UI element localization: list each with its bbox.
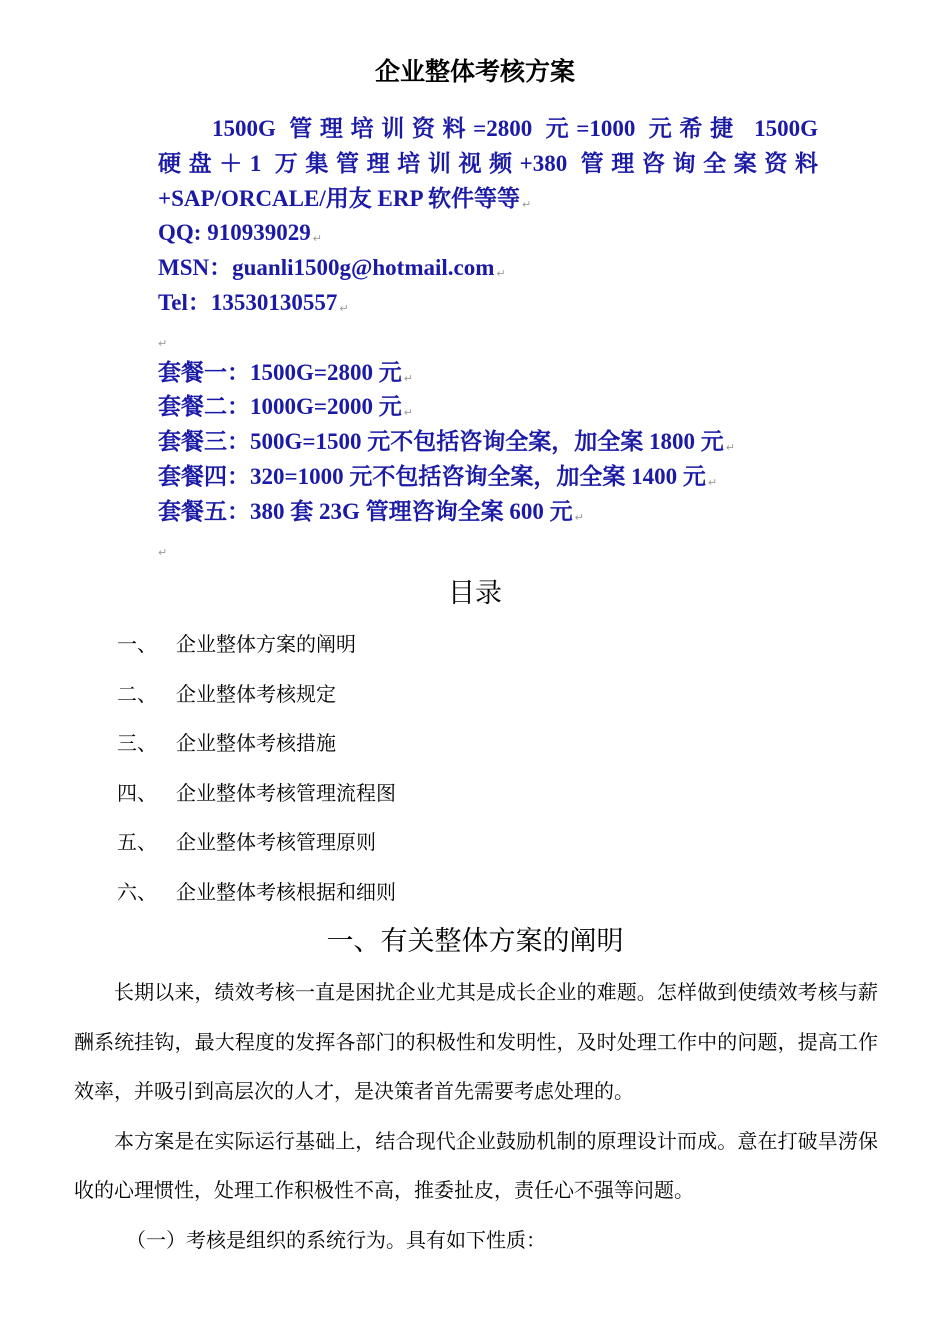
package-item: 套餐五：380 套 23G 管理咨询全案 600 元 ↵ [158,498,584,524]
toc-item [117,719,817,769]
paragraph-mark-icon: ↵ [725,441,735,455]
empty-paragraph [158,530,818,565]
promo-line: +SAP/ORCALE/用友 ERP 软件等等 ↵ [158,185,532,211]
body-paragraph: 本方案是在实际运行基础上，结合现代企业鼓励机制的原理设计而成。意在打破旱涝保收的心理惯性，处理工作积极性不高，推委扯皮，责任心不强等问题。 [74,1128,878,1203]
toc-item-text: 企业整体考核根据和细则 [176,879,396,904]
paragraph-mark-icon: ↵ [574,510,584,524]
promo-tel: Tel：13530130557 ↵ [158,289,349,315]
toc-item [117,620,817,670]
empty-paragraph [158,321,818,356]
toc-item-number: 一、 [117,632,157,656]
toc-item [117,670,817,720]
promo-qq: QQ: 910939029 ↵ [158,220,322,246]
toc-item [117,818,817,868]
paragraph-mark-icon: ↵ [312,232,322,246]
package-item: 套餐四：320=1000 元不包括咨询全案，加全案 1400 元 ↵ [158,463,718,489]
package-item: 套餐一：1500G=2800 元 ↵ [158,359,413,385]
toc-item-number: 四、 [117,780,157,805]
paragraph-mark-icon: ↵ [707,475,718,489]
toc-item-number: 三、 [117,731,157,756]
toc-item-text: 企业整体考核管理流程图 [176,780,396,805]
toc-item-number: 六、 [117,879,157,904]
promo-block [158,112,818,564]
paragraph-mark-icon: ↵ [158,545,168,559]
toc-item-text: 企业整体考核管理原则 [176,830,376,855]
package-item: 套餐二：1000G=2000 元 ↵ [158,394,413,420]
section-heading: 一、有关整体方案的阐明 [326,926,624,957]
paragraph-mark-icon: ↵ [403,371,413,385]
document-title: 企业整体考核方案 [374,57,575,86]
section-body [74,968,878,1266]
subsection-heading: （一）考核是组织的系统行为。具有如下性质： [126,1227,546,1252]
promo-line: 硬盘＋1 万集管理培训视频+380 管理咨询全案资料 [158,150,818,176]
paragraph-mark-icon: ↵ [521,197,532,211]
toc-item-text: 企业整体考核规定 [176,681,336,706]
toc-item [117,769,817,819]
promo-line: 1500G 管理培训资料=2800 元=1000 元希捷 1500G [212,116,818,141]
paragraph-mark-icon: ↵ [403,406,413,420]
toc-item-number: 二、 [117,681,157,706]
paragraph-mark-icon: ↵ [339,301,349,315]
body-paragraph: 长期以来，绩效考核一直是困扰企业尤其是成长企业的难题。怎样做到使绩效考核与薪酬系统挂钩，最大程度的发挥各部门的积极性和发明性，及时处理工作中的问题，提高工作效率，并吸引到高层次的人才，是决策者首先需要考虑处理的。 [74,980,878,1104]
toc-item-text: 企业整体考核措施 [176,731,336,756]
toc-item-text: 企业整体方案的阐明 [176,632,356,656]
package-item: 套餐三：500G=1500 元不包括咨询全案，加全案 1800 元 ↵ [158,429,735,455]
table-of-contents [117,620,817,918]
promo-msn: MSN：guanli1500g@hotmail.com ↵ [158,255,506,281]
toc-title: 目录 [448,578,502,609]
toc-item [117,868,817,918]
toc-item-number: 五、 [117,830,157,855]
paragraph-mark-icon: ↵ [158,336,168,350]
paragraph-mark-icon: ↵ [496,267,506,281]
